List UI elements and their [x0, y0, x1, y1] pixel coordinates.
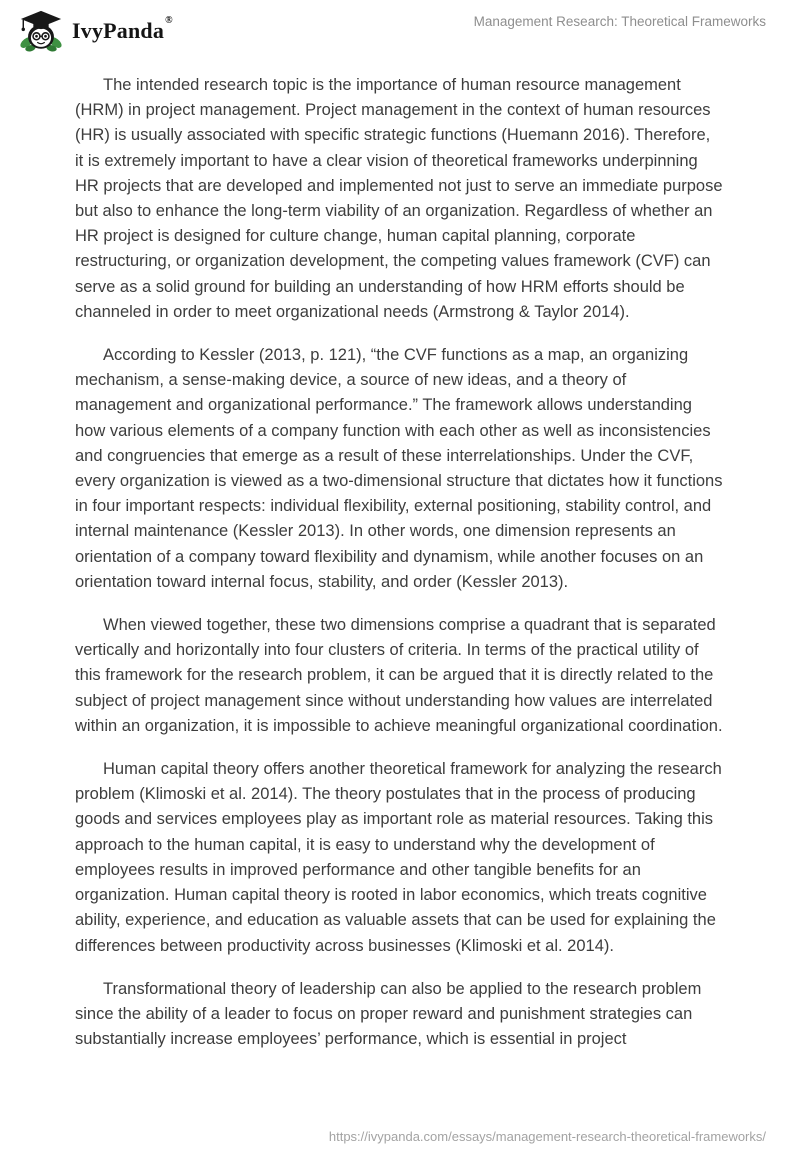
document-title: Management Research: Theoretical Frameworks: [473, 14, 766, 29]
registered-mark: ®: [165, 14, 173, 26]
paragraph: When viewed together, these two dimensions comprise a quadrant that is separated vertically and horizontally into four clusters of criteria. In terms of the practical utility of this framework for the research problem, it can be argued that it is directly related to the subject of project management since without understanding how values are interrelated within an organization, it is impossible to achieve meaningful organizational coordination.: [75, 616, 723, 735]
page-header: [0, 0, 800, 62]
ivypanda-logo[interactable]: [18, 8, 173, 54]
source-url-link[interactable]: https://ivypanda.com/essays/management-research-theoretical-frameworks/: [328, 1129, 766, 1144]
brand-name: IvyPanda®: [72, 14, 173, 43]
ivypanda-logo-icon: [18, 8, 64, 54]
paragraph: The intended research topic is the importance of human resource management (HRM) in project management. Project management in the context of human resources (HR) is usually associated with specific strategic functions (Huemann 2016). Therefore, it is extremely important to have a clear vision of theoretical frameworks underpinning HR projects that are developed and implemented not just to serve an immediate purpose but also to enhance the long-term viability of an organization. Regardless of whether an HR project is designed for culture change, human capital planning, corporate restructuring, or organization development, the competing values framework (CVF) can serve as a solid ground for building an understanding of how HRM efforts should be channeled in order to meet organizational needs (Armstrong & Taylor 2014).: [75, 76, 723, 321]
paragraph: Transformational theory of leadership can also be applied to the research problem since the ability of a leader to focus on proper reward and punishment strategies can substantially increase employees’ performance, which is essential in project: [75, 979, 702, 1049]
paragraph: Human capital theory offers another theoretical framework for analyzing the research problem (Klimoski et al. 2014). The theory postulates that in the process of producing goods and services employees play as important role as material resources. Taking this approach to the human capital, it is easy to understand why the development of employees results in improved performance and other tangible benefits for an organization. Human capital theory is rooted in labor economics, which treats cognitive ability, experience, and education as valuable assets that can be used for explaining the differences between productivity across businesses (Klimoski et al. 2014).: [75, 760, 722, 955]
paragraph: According to Kessler (2013, p. 121), “the CVF functions as a map, an organizing mechanism, a sense-making device, a source of new ideas, and a theory of management and organizational performance.” The framework allows understanding how various elements of a company function with each other as well as inconsistencies and congruencies that emerge as a result of these interrelationships. Under the CVF, every organization is viewed as a two-dimensional structure that dictates how it functions in four important respects: individual flexibility, external positioning, stability control, and internal maintenance (Kessler 2013). In other words, one dimension represents an orientation of a company toward flexibility and dynamism, while another focuses on an orientation toward internal focus, stability, and order (Kessler 2013).: [75, 346, 723, 591]
essay-body: [75, 73, 723, 1070]
